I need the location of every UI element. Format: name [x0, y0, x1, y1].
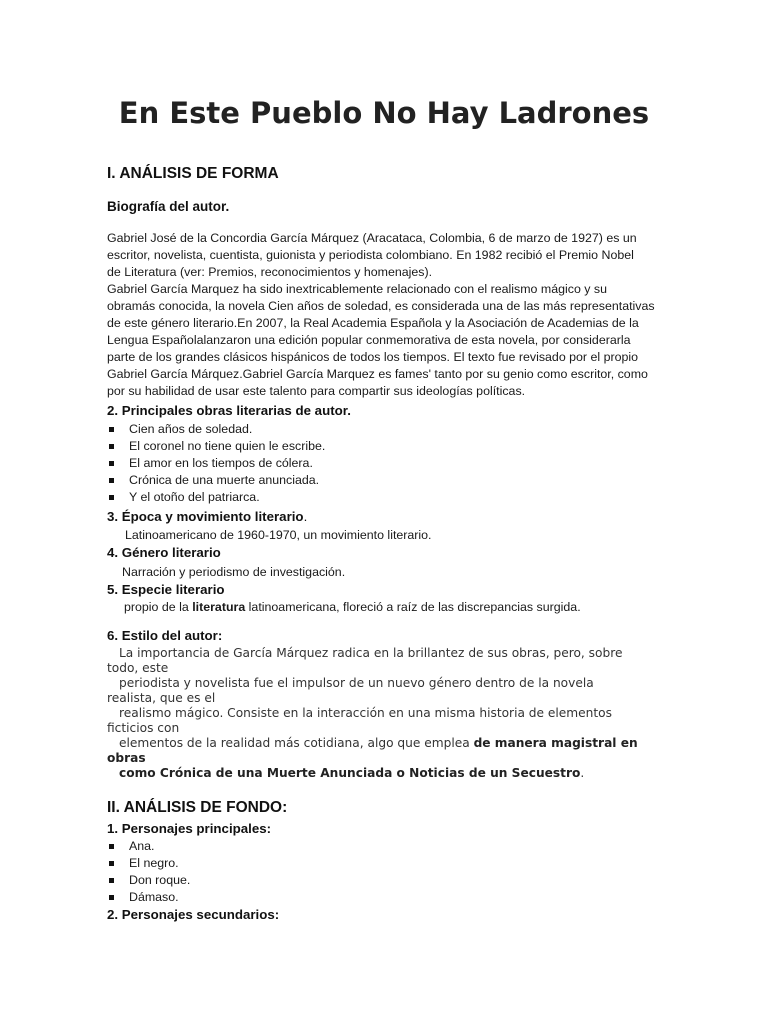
style-line: todo, este — [107, 661, 169, 675]
bullet-icon — [109, 461, 114, 466]
epoch-heading-dot: . — [303, 509, 308, 524]
list-item — [107, 855, 190, 872]
bullet-icon — [109, 895, 114, 900]
bio-line: Gabriel José de la Concordia García Márquez (Aracataca, Colombia, 6 de marzo de 1927) es un — [107, 231, 637, 245]
style-heading: 6. Estilo del autor: — [107, 628, 223, 643]
genre-text: Narración y periodismo de investigación. — [122, 565, 346, 579]
list-item — [107, 472, 325, 489]
bullet-icon — [109, 878, 114, 883]
works-list — [107, 421, 325, 506]
bio-line: obramás conocida, la novela Cien años de soledad, es considerada una de las más representativas — [107, 299, 655, 313]
species-text-pre: propio de la — [124, 600, 193, 614]
style-line: ficticios con — [107, 721, 180, 735]
style-line: realista, que es el — [107, 691, 216, 705]
list-item — [107, 421, 325, 438]
section-heading-fondo: II. ANÁLISIS DE FONDO: — [107, 799, 288, 816]
style-line — [107, 766, 667, 781]
bullet-icon — [109, 478, 114, 483]
work-title: Y el otoño del patriarca. — [129, 490, 260, 504]
bio-line: Gabriel García Márquez.Gabriel García Marquez es fames' tanto por su genio como escritor, como — [107, 367, 648, 381]
bullet-icon — [109, 844, 114, 849]
main-characters-heading: 1. Personajes principales: — [107, 821, 272, 836]
bullet-icon — [109, 427, 114, 432]
bio-line: Lengua Españolalanzaron una edición popular conmemorativa de esta novela, por considerarla — [107, 333, 631, 347]
list-item — [107, 838, 190, 855]
style-line-text: elementos de la realidad más cotidiana, algo que emplea — [119, 736, 474, 750]
biography-paragraph — [107, 230, 667, 400]
bio-line: por su habilidad de usar este talento para compartir sus ideologías políticas. — [107, 384, 526, 398]
list-item — [107, 455, 325, 472]
epoch-heading-text: 3. Época y movimiento literario — [107, 509, 304, 524]
style-line — [107, 751, 667, 766]
bio-line: de Literatura (ver: Premios, reconocimientos y homenajes). — [107, 265, 433, 279]
style-line: realismo mágico. Consiste en la interacción en una misma historia de elementos — [119, 706, 612, 720]
work-title: Cien años de soledad. — [129, 422, 253, 436]
style-line: periodista y novelista fue el impulsor de un nuevo género dentro de la novela — [119, 676, 594, 690]
work-title: El amor en los tiempos de cólera. — [129, 456, 313, 470]
work-title: El coronel no tiene quien le escribe. — [129, 439, 326, 453]
bullet-icon — [109, 861, 114, 866]
style-line-bold: como Crónica de una Muerte Anunciada o Noticias de un Secuestro — [119, 766, 581, 780]
bullet-icon — [109, 495, 114, 500]
list-item — [107, 489, 325, 506]
works-heading: 2. Principales obras literarias de autor. — [107, 403, 351, 418]
style-line-bold: obras — [107, 751, 146, 765]
main-characters-list — [107, 838, 190, 906]
epoch-text: Latinoamericano de 1960-1970, un movimiento literario. — [125, 528, 432, 542]
list-item — [107, 889, 190, 906]
bio-line: escritor, novelista, cuentista, guionista y periodista colombiano. En 1982 recibió el Premio Nobel — [107, 248, 634, 262]
bio-line: parte de los grandes clásicos hispánicos de todos los tiempos. El texto fue revisado por el propio — [107, 350, 639, 364]
character-name: Dámaso. — [129, 890, 179, 904]
character-name: Don roque. — [129, 873, 191, 887]
genre-heading: 4. Género literario — [107, 545, 221, 560]
secondary-characters-heading: 2. Personajes secundarios: — [107, 907, 280, 922]
bullet-icon — [109, 444, 114, 449]
character-name: El negro. — [129, 856, 179, 870]
bio-line: de este género literario.En 2007, la Real Academia Española y la Asociación de Academias de la — [107, 316, 639, 330]
style-line-dot: . — [580, 766, 585, 780]
biography-heading: Biografía del autor. — [107, 199, 230, 214]
species-text — [124, 600, 581, 614]
style-line-bold: de manera magistral en — [473, 736, 638, 750]
list-item — [107, 438, 325, 455]
species-text-bold: literatura — [192, 600, 246, 614]
style-line: La importancia de García Márquez radica en la brillantez de sus obras, pero, sobre — [119, 646, 623, 660]
character-name: Ana. — [129, 839, 155, 853]
epoch-heading — [107, 509, 307, 524]
species-text-post: latinoamericana, floreció a raíz de las discrepancias surgida. — [245, 600, 581, 614]
section-heading-forma: I. ANÁLISIS DE FORMA — [107, 165, 279, 182]
style-line — [107, 736, 667, 751]
style-paragraph — [107, 646, 667, 781]
species-heading: 5. Especie literario — [107, 582, 225, 597]
document-title: En Este Pueblo No Hay Ladrones — [118, 96, 650, 130]
bio-line: Gabriel García Marquez ha sido inextricablemente relacionado con el realismo mágico y su — [107, 282, 607, 296]
work-title: Crónica de una muerte anunciada. — [129, 473, 320, 487]
list-item — [107, 872, 190, 889]
